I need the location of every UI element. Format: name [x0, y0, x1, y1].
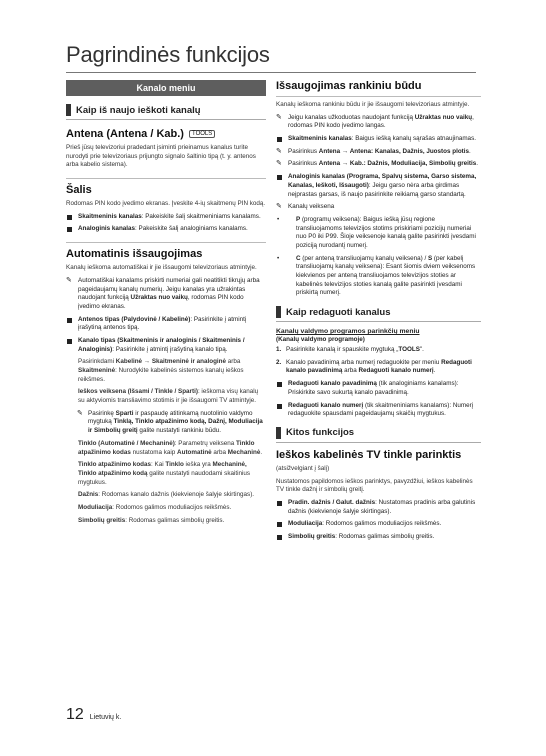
- note: [276, 203, 481, 212]
- subheader-bar-icon: [276, 427, 281, 439]
- list-item: [276, 255, 481, 298]
- item-label: Skaitmeninis kanalas: [78, 212, 142, 220]
- auto-text: Kanalų ieškoma automatiškai ir jie išsaugomi televizoriaus atmintyje.: [66, 264, 257, 272]
- heading-text: Antena (Antena / Kab.): [66, 128, 184, 140]
- network-text: [66, 440, 266, 457]
- t: ieška yra: [183, 461, 213, 469]
- t: nustatoma kaip: [130, 448, 178, 456]
- list-item: [276, 402, 481, 419]
- note-pencil-icon: ✎: [276, 147, 282, 155]
- b: Antena → Antena: Kanalas, Dažnis, Juostos plotis: [318, 147, 470, 155]
- b: Skaitmeninė: [78, 367, 116, 374]
- item-label: Kanalo tipas (Skaitmeninis ir analoginis / Skaitmeninis / Analoginis): [78, 336, 245, 353]
- item-text: (tik analoginiams kanalams): Priskirkite savo sukurtą kanalo pavadinimą.: [288, 380, 459, 396]
- t: galite nustatyti naudodami skaitinius mygtukus.: [78, 469, 251, 486]
- t: : Kai: [151, 461, 166, 469]
- frequency-text: [66, 491, 266, 500]
- b: Užraktas nuo vaikų: [414, 113, 473, 121]
- t: : Nurodykite kabelinės sistemos kanalų ieškos reikšmes.: [78, 367, 244, 383]
- subheader-label: Kitos funkcijos: [286, 427, 355, 439]
- b: Kabelinė: [115, 358, 143, 366]
- item-label: Moduliacija: [288, 520, 323, 528]
- b: Automatinė: [177, 448, 212, 456]
- subheader-edit-channels: [276, 306, 481, 322]
- step-1: [276, 346, 481, 355]
- item-text: (tik skaitmeniniams kanalams): Numerį redaguokite spausdami pageidaujamų skaičių mygtukus.: [288, 401, 474, 418]
- b: Mechaninė, Tinklo atpažinimo kodą: [78, 461, 247, 477]
- b: Tinklo atpažinimo kodas: [78, 461, 152, 469]
- heading-salis: Šalis: [66, 178, 266, 196]
- b: Skaitmeninė ir analoginė: [151, 358, 227, 366]
- t: Pasirinkdami: [78, 358, 116, 366]
- salis-text: Rodomas PIN kodo įvedimo ekranas. Įveskite 4-ių skaitmenų PIN kodą.: [66, 200, 266, 208]
- b: Redaguoti kanalo pavadinimą: [286, 358, 472, 375]
- list-item: [276, 135, 481, 144]
- b: Tinklo: [165, 461, 184, 469]
- title-divider: [66, 72, 476, 73]
- edit-menu-heading: Kanalų valdymo programos parinkčių meniu: [276, 328, 420, 336]
- heading-cable-search: Ieškos kabelinės TV tinkle parinktis: [276, 448, 462, 461]
- item-text: : Pasirinkite į atmintį įrašytiną kanalo tipą.: [112, 345, 228, 353]
- t: Pasirinkus: [288, 147, 319, 155]
- t: : ieškoma visų kanalų su aktyviomis transliavimo stotimis ir jie išsaugomi TV atmintyje.: [78, 388, 259, 405]
- item-text: : Rodomos galimos moduliacijos reikšmės.: [322, 520, 442, 528]
- t: ir paspaudę atitinkamą nuotolinio valdymo mygtuką: [88, 409, 253, 426]
- t: : Parametrų veiksena: [174, 439, 237, 447]
- t: .: [433, 367, 436, 375]
- right-column: [276, 80, 481, 546]
- heading-antena: [66, 128, 266, 140]
- item-label: Analoginis kanalas (Programa, Spalvų sistema, Garso sistema, Kanalas, Ieškoti, Išsaugoti): [288, 173, 477, 189]
- b: C: [296, 254, 301, 262]
- t: Pasirinkus: [288, 160, 319, 168]
- item-text: : Baigus iešką kanalų sąrašas atnaujinamas.: [351, 135, 476, 143]
- t: arba: [342, 367, 359, 375]
- item-text: : Pakeiskite šalį analoginiams kanalams.: [135, 225, 248, 233]
- b: Tinklą, Tinklo atpažinimo kodą, Dažnį, Moduliacija ir Simbolių greitį: [88, 418, 263, 435]
- network-id-text: [66, 461, 266, 487]
- left-column: [66, 80, 266, 529]
- note-pencil-icon: ✎: [276, 203, 282, 211]
- subheader-rescan: [66, 104, 266, 120]
- subheader-bar-icon: [66, 104, 71, 116]
- note: [276, 148, 481, 157]
- t: , rodomas PIN kodo įvedimo langas.: [288, 113, 474, 130]
- t: Pasirinkite kanalą ir spauskite mygtuką „: [286, 346, 399, 354]
- language-label: Lietuvių k.: [89, 714, 122, 721]
- modulation-text: [66, 504, 266, 513]
- subheader-label: Kaip iš naujo ieškoti kanalų: [76, 104, 201, 116]
- b: Redaguoti kanalo numerį: [358, 367, 434, 375]
- antena-text: Prieš jūsų televizoriui pradedant įsiminti prieinamus kanalus turite nurodyti prie televizoriaus prijungto signalo šaltinio tipą (t. y. antenos arba kabelio sistema).: [66, 144, 256, 169]
- item-text: : Nustatomas pradinis arba galutinis dažnis (kiekvienoje šalyje skirtingas).: [288, 498, 476, 515]
- t: : Rodomas kanalo dažnis (kiekvienoje šalyje skirtingas).: [98, 491, 255, 499]
- item-label: Pradin. dažnis / Galut. dažnis: [288, 498, 376, 506]
- note-text: Automatiškai kanalams priskirti numeriai gali neatitikti tikrųjų arba pageidaujamų kanalų numerių. Jeigu kanalas yra užrakintas naudojant funkciją: [78, 276, 260, 302]
- b: Tinklo atpažinimo kodas: [78, 439, 255, 456]
- item-label: Redaguoti kanalo numerį: [288, 401, 364, 409]
- b: Dažnis: [78, 491, 99, 499]
- list-item: [276, 520, 481, 529]
- note: [276, 114, 481, 131]
- t: ".: [419, 346, 424, 354]
- list-item: [66, 337, 266, 354]
- t: Pasirinkę: [88, 409, 116, 417]
- list-item: [66, 225, 266, 234]
- note-pencil-icon: ✎: [77, 409, 83, 417]
- t: : Rodomas galimas simbolių greitis.: [125, 516, 225, 524]
- note-pencil-icon: ✎: [276, 113, 282, 121]
- note-text: , rodomas PIN kodo įvedimo ekranas.: [78, 294, 244, 310]
- search-mode-text: [66, 388, 266, 405]
- t: arba: [211, 448, 228, 456]
- t: : Rodomos galimos moduliacijos reikšmės.: [112, 503, 232, 511]
- t: arba: [226, 358, 241, 366]
- t: galite nustatyti rankiniu būdu.: [137, 427, 221, 435]
- step-2: [276, 359, 481, 376]
- item-label: Skaitmeninis kanalas: [288, 135, 352, 143]
- b: TOOLS: [398, 346, 420, 354]
- step-number: 1.: [276, 346, 282, 354]
- t: (per anteną transliuojamų kanalų veiksena) /: [300, 254, 428, 262]
- page-footer: [66, 706, 121, 724]
- note-bold: Užraktas nuo vaikų: [130, 294, 188, 302]
- item-label: Analoginis kanalas: [78, 225, 136, 233]
- b: S: [427, 254, 433, 262]
- edit-menu-subheading: (Kanalų valdymo programoje): [276, 336, 365, 344]
- b: Simbolių greitis: [78, 516, 126, 524]
- t: .: [260, 448, 263, 456]
- note-pencil-icon: ✎: [276, 160, 282, 168]
- t: Jeigu kanalas užkoduotas naudojant funkciją: [288, 113, 415, 121]
- b: Tinklo (Automatinė / Mechaninė): [78, 439, 175, 447]
- t: (per kabelį transliuojamų kanalų veiksena): Esant šiomis dviem veiksenoms kiekvienos per anteną transliuojamos televizijos stoties ar kabelinės televizijos stoties kanalą galite pasirinkti įvesdami priskirtą numerį.: [296, 254, 476, 297]
- heading-auto-store: Automatinis išsaugojimas: [66, 242, 266, 260]
- cable-text: [66, 358, 266, 384]
- item-text: : Pakeiskite šalį skaitmeniniams kanalams.: [141, 212, 261, 220]
- list-item: [276, 499, 481, 516]
- item-label: Antenos tipas (Palydovinė / Kabelinė): [78, 315, 191, 323]
- section-banner: Kanalo meniu: [66, 80, 266, 96]
- manual-text: Kanalų ieškoma rankiniu būdu ir jie išsaugomi televizoriaus atmintyje.: [276, 101, 470, 108]
- tools-badge: TOOLS: [189, 130, 215, 138]
- t: (programų veiksena): Baigus iešką jūsų regione transliuojamoms televizijos stotims priskiriami pozicijų numeriai nuo P0 iki P99. Šioje veiksenoje kanalą galite pasirinkti įvesdami poziciją nurodantį numerį.: [296, 215, 476, 249]
- b: Mechaninė: [227, 448, 261, 456]
- note: [66, 410, 266, 436]
- note: [66, 277, 266, 312]
- b: Sparti: [115, 409, 134, 417]
- list-item: [276, 173, 481, 199]
- list-item: [276, 533, 481, 542]
- step-number: 2.: [276, 358, 282, 366]
- item-text: : Pasirinkite į atmintį įrašytiną antenos tipą.: [78, 315, 247, 332]
- note: [276, 160, 481, 169]
- subheader-other-functions: [276, 427, 481, 443]
- subheader-label: Kaip redaguoti kanalus: [286, 306, 391, 318]
- item-text: : Rodomas galimas simbolių greitis.: [335, 533, 435, 540]
- page-number: 12: [66, 706, 84, 723]
- list-item: [66, 316, 266, 333]
- t: Kanalų veiksena: [288, 203, 335, 211]
- arrow: →: [142, 358, 152, 366]
- list-item: [66, 213, 266, 222]
- b: P: [296, 215, 301, 223]
- heading-manual-store: Išsaugojimas rankiniu būdu: [276, 80, 481, 97]
- b: Antena → Kab.: Dažnis, Moduliacija, Simbolių greitis: [318, 160, 477, 168]
- symbol-rate-text: [66, 517, 266, 526]
- b: Moduliacija: [78, 503, 113, 511]
- t: Kanalo pavadinimą arba numerį redaguokite per meniu: [286, 358, 442, 366]
- list-item: [276, 216, 481, 251]
- cable-dependency: (atsižvelgiant į šalį): [276, 464, 330, 472]
- subheader-bar-icon: [276, 306, 281, 318]
- page-title: Pagrindinės funkcijos: [66, 42, 270, 67]
- item-text: : Jeigu garso nėra arba girdimas neįprastas garsas, iš naujo pasirinkite reikiamą garso standartą.: [288, 181, 466, 198]
- t: .: [469, 147, 471, 155]
- note-pencil-icon: ✎: [66, 276, 72, 284]
- item-label: Redaguoti kanalo pavadinimą: [288, 380, 377, 388]
- b: Ieškos veiksena (Išsami / Tinkle / Sparti): [78, 388, 198, 396]
- t: .: [476, 160, 478, 168]
- list-item: [276, 380, 481, 397]
- item-label: Simbolių greitis: [288, 533, 336, 540]
- cable-text: Nustatomos papildomos ieškos parinktys, pavyzdžiui, ieškos kabelinės TV tinkle dažnį ir simbolių greitį.: [276, 477, 473, 494]
